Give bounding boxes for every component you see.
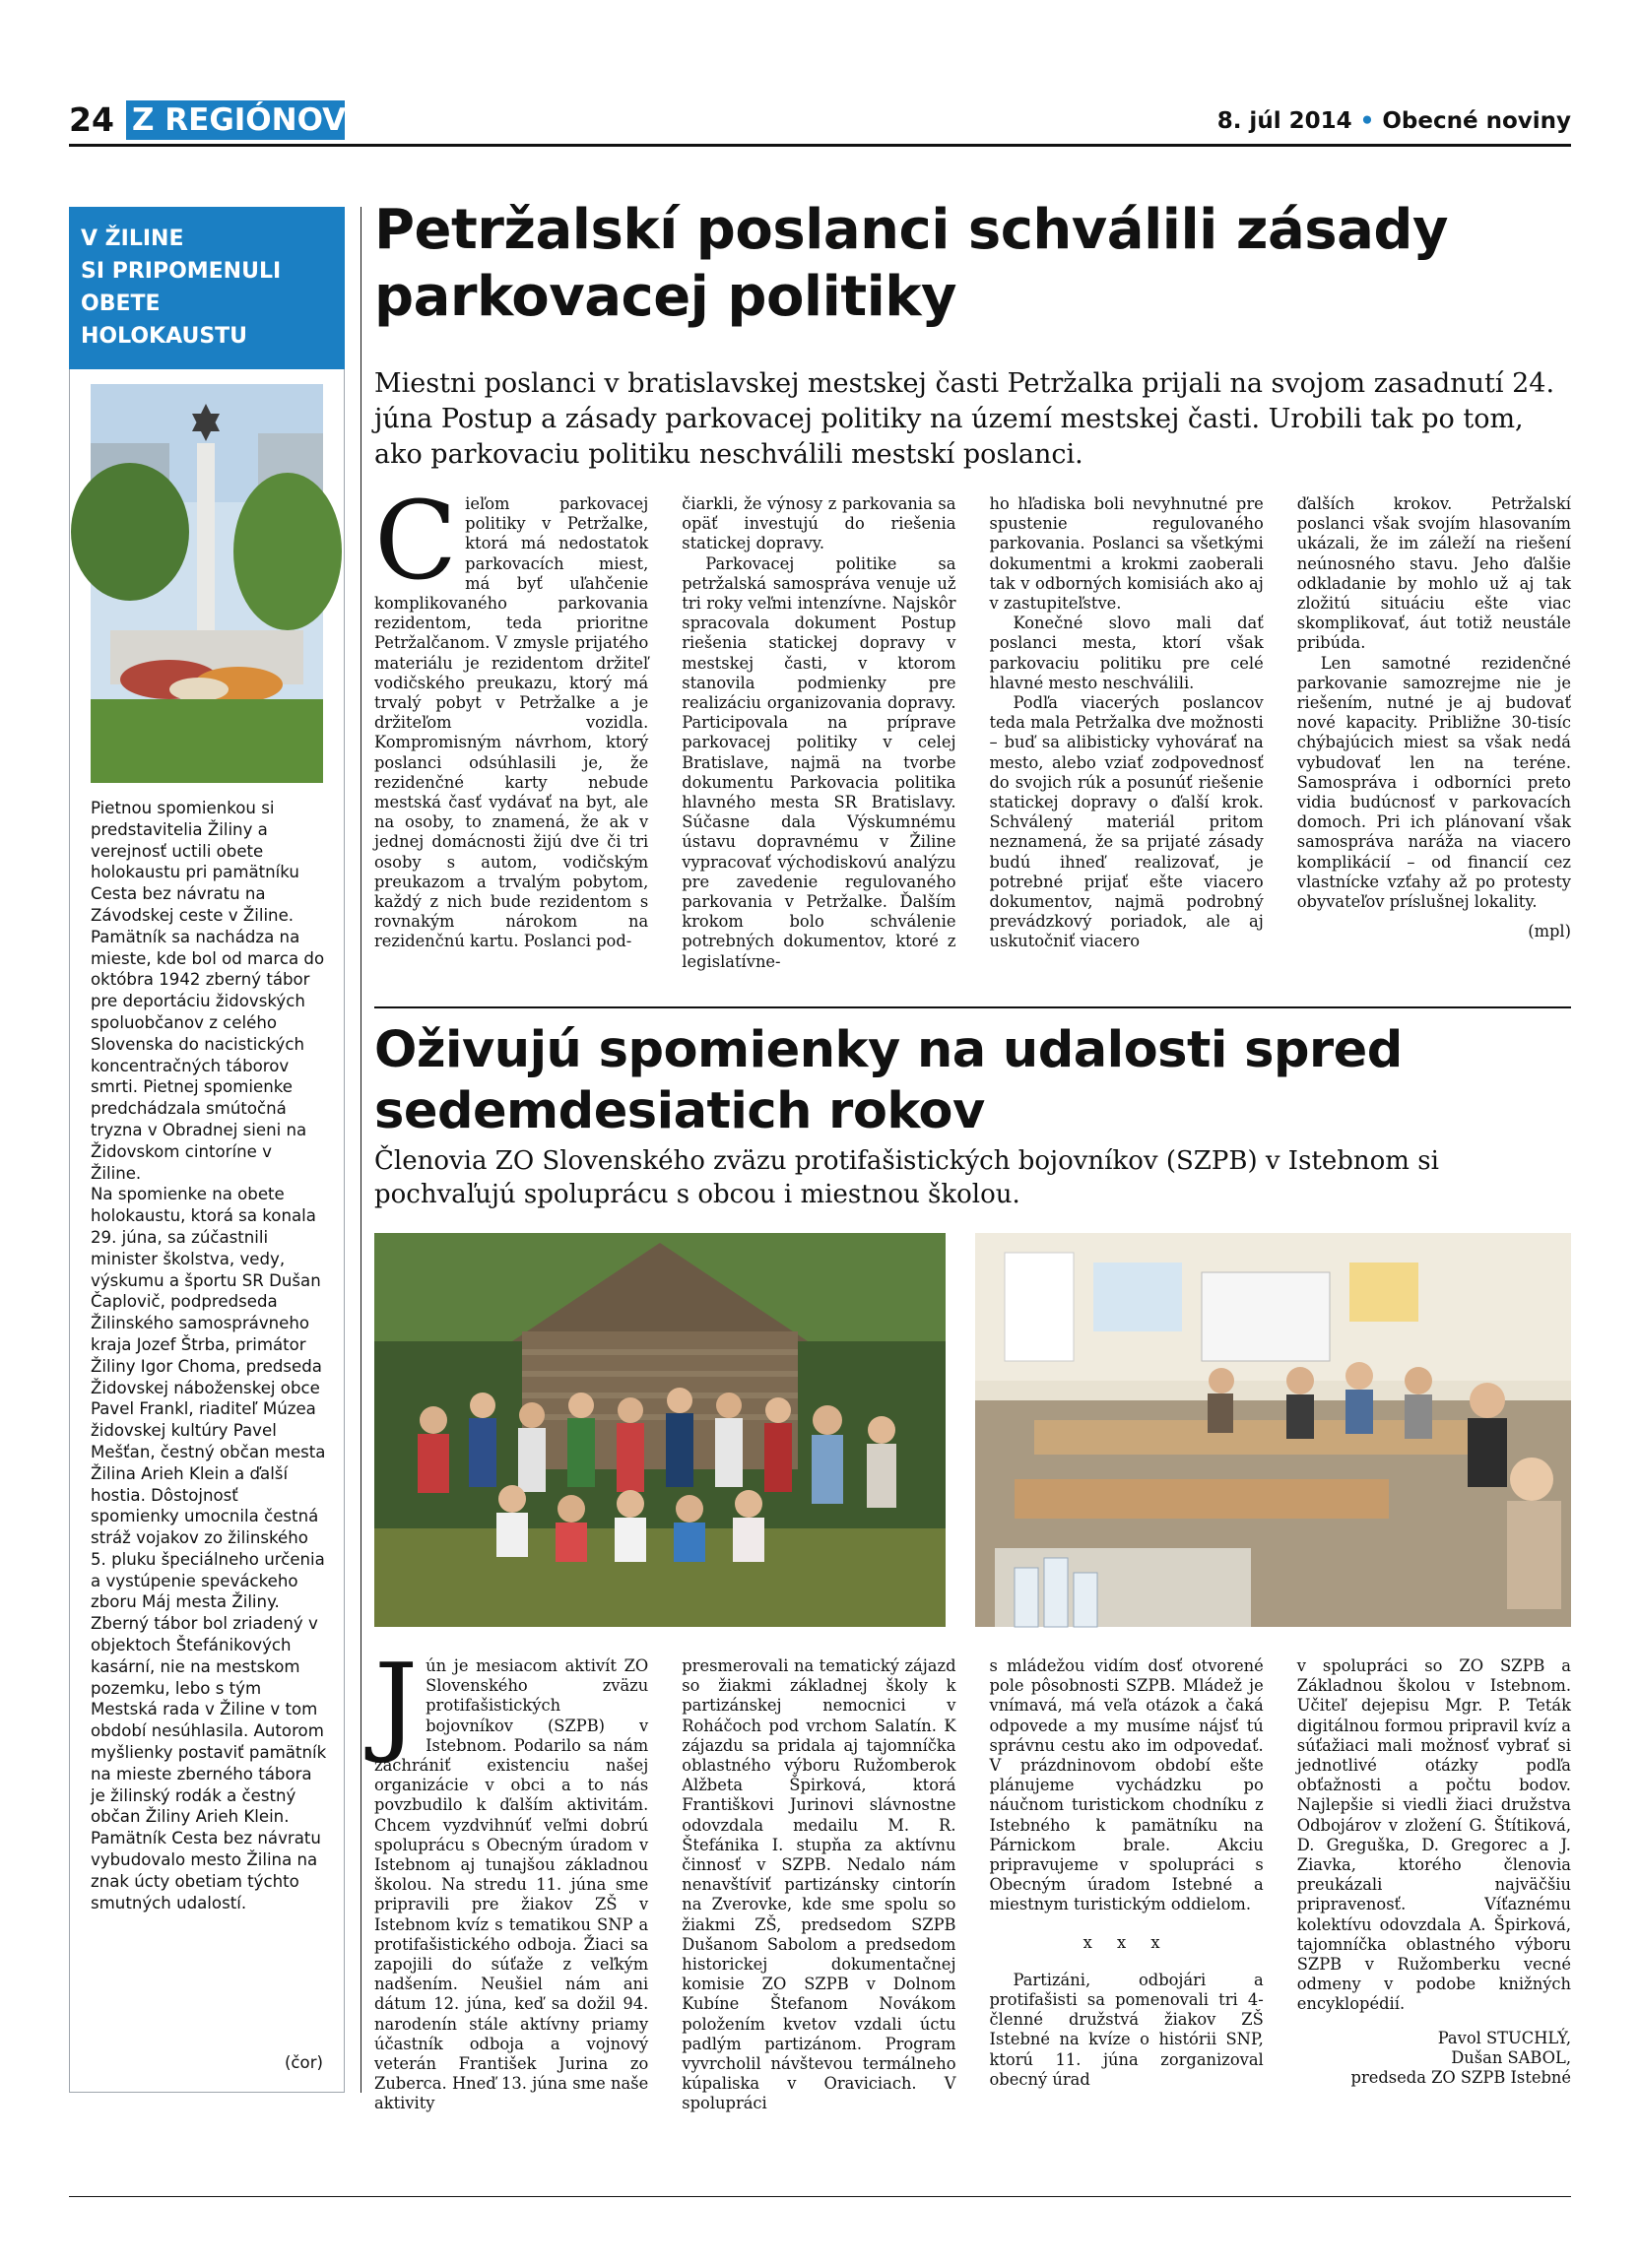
paragraph: Konečné slovo mali dať poslanci mesta, ktorí však parkovaciu politiku pre celé hlavné mesto neschválili. xyxy=(989,614,1264,692)
paragraph: Partizáni, odbojári a protifašisti sa pomenovali tri 4-členné družstvá žiakov ZŠ Istebné na kvíze o histórii SNP, ktorú 11. júna zorganizoval obecný úrad xyxy=(989,1970,1264,2089)
header-rule xyxy=(69,144,1571,147)
dateline-separator: • xyxy=(1359,108,1375,134)
article2-column xyxy=(374,1640,649,2113)
article2-column xyxy=(989,1656,1264,2089)
paragraph: presmerovali na tematický zájazd so žiakmi základnej školy k partizánskej nemocnici v Roháčoch pod vrchom Salatín. K zájazdu sa pridala aj tajomníčka oblastného výboru Ružomberok Alžbeta Špirková, ktorá Františkovi Jurinovi slávnostne odovzdala medailu M. R. Štefánika I. stupňa za aktívnu činnosť v SZPB. Nedalo nám nenavštíviť partizánsky cintorín na Zverovke, kde sme spolu so žiakmi ZŠ, predsedom SZPB Dušanom Sabolom a predsedom historickej dokumentačnej komisie ZO SZPB v Dolnom Kubíne Štefanom Novákom položením kvetov vzdali úctu padlým partizánom. Program vyvrcholil návštevou termálneho kúpaliska v Oraviciach. V spolupráci xyxy=(682,1656,956,2113)
footer-rule xyxy=(69,2196,1571,2197)
article1-title: Petržalskí poslanci schválili zásady parkovacej politiky xyxy=(374,198,1448,329)
sidebar-paragraph: Zberný tábor bol zriadený v objektoch Štefánikových kasární, nie na mestskom pozemku, lebo s tým Mestská rada v Žiline v tom období nesúhlasila. Autorom myšlienky postaviť pamätník na mieste zberného tábora je žilinský rodák a čestný občan Žiliny Arieh Klein. Pamätník Cesta bez návratu vybudovalo mesto Žilina na znak úcty obetiam týchto smutných udalostí. xyxy=(91,1614,327,1912)
page-number: 24 xyxy=(69,100,114,139)
sidebar-paragraph: Na spomienke na obete holokaustu, ktorá sa konala 29. júna, sa zúčastnili minister školstva, vedy, výskumu a športu SR Dušan Čaplovič, podpredseda Žilinského samosprávneho kraja Jozef Štrba, primátor Žiliny Igor Choma, predseda Židovskej náboženskej obce Pavel Frankl, riaditeľ Múzea židovskej kultúry Pavel Mešťan, čestný občan mesta Žilina Arieh Klein a ďalší hostia. Dôstojnosť spomienky umocnila čestná stráž vojakov zo žilinského 5. pluku špeciálneho určenia a vystúpenie speváckeho zboru Máj mesta Žiliny. xyxy=(91,1185,326,1612)
article2-signature xyxy=(1297,2029,1571,2089)
article-separator xyxy=(374,1006,1571,1008)
paragraph: v spolupráci so ZO SZPB a Základnou školou v Istebnom. Učiteľ dejepisu Mgr. P. Teták digitálnou formou pripravil kvíz a súťažiaci mali možnosť vybrať si jednotlivé otázky podľa obťažnosti a počtu bodov. Najlepšie si viedli žiaci družstva Odbojárov v zložení G. Štítiková, D. Greguška, D. Gregorec a J. Ziavka, ktorého členovia preukázali najväčšiu pripravenosť. Víťaznému kolektívu odovzdala A. Špirková, tajomníčka oblastného výboru SZPB v Ružomberku vecné odmeny v podobe knižných encyklopédií. xyxy=(1296,1656,1571,2014)
section-label: Z REGIÓNOV xyxy=(126,100,345,140)
group-photo-forest xyxy=(374,1233,946,1627)
sidebar-paragraph: Pietnou spomienkou si predstavitelia Žiliny a verejnosť uctili obete holokaustu pri pamätníku Cesta bez návratu na Závodskej ceste v Žiline. Pamätník sa nachádza na mieste, kde bol od marca do októbra 1942 zberný tábor pre deportáciu židovských spoluobčanov z celého Slovenska do nacistických koncentračných táborov smrti. Pietnej spomienke predchádzala smútočná tryzna v Obradnej sieni na Židovskom cintoríne v Žiline. xyxy=(91,799,325,1183)
article2-lead: Členovia ZO Slovenského zväzu protifašistických bojovníkov (SZPB) v Istebnom si pochvaľujú spoluprácu s obcou i miestnou školou. xyxy=(374,1146,1439,1209)
section-separator: x x x xyxy=(1082,1932,1170,1952)
sidebar-title-line: OBETE xyxy=(81,292,161,316)
dropcap: J xyxy=(374,1640,419,1766)
paragraph: ďalších krokov. Petržalskí poslanci však svojím hlasovaním ukázali, že im záleží na riešení neúnosného stavu. Jeho ďalšie odkladanie by mohlo už aj tak zložitú situáciu ešte viac skomplikovať, áut totiž neustále pribúda. xyxy=(1296,494,1571,653)
article1-column xyxy=(990,494,1264,992)
article1-column xyxy=(682,494,955,992)
paragraph: Parkovacej politike sa petržalská samospráva venuje už tri roky veľmi intenzívne. Najskôr spracovala dokument Postup riešenia statickej dopravy v mestskej časti, v ktorom stanovila podmienky pre realizáciu organizovania dopravy. Participovala na príprave parkovacej politiky v celej Bratislave, najmä na tvorbe dokumentu Parkovacia politika hlavného mesta SR Bratislavy. Súčasne dala Výskumnému ústavu dopravnému v Žiline vypracovať východiskovú analýzu pre zavedenie regulovaného parkovania v Petržalke. Ďalším krokom bolo schválenie potrebných dokumentov, ktoré z legislatívne- xyxy=(682,553,956,971)
article2-column xyxy=(1296,1656,1571,2088)
article1-column xyxy=(1297,494,1571,992)
paper-name: Obecné noviny xyxy=(1382,108,1571,134)
sidebar-title xyxy=(69,207,345,369)
signature-line: predseda ZO SZPB Istebné xyxy=(1350,2068,1571,2088)
dropcap: C xyxy=(374,478,458,604)
article1-body xyxy=(374,478,1571,992)
paragraph: ún je mesiacom aktivít ZO Slovenského zväzu protifašistických bojovníkov (SZPB) v Istebnom. Podarilo sa nám zachrániť existenciu našej organizácie v obci a to nás povzbudilo k ďalším aktivitám. Chcem vyzdvihnúť veľmi dobrú spoluprácu s Obecným úradom v Istebnom aj tunajšou základnou školou. Na stredu 11. júna sme pripravili pre žiakov ZŠ v Istebnom kvíz s tematikou SNP a protifašistického odboja. Žiaci sa zapojili do súťaže z veľkým nadšením. Neušiel nám ani dátum 12. júna, keď sa dožil 94. narodenín stále aktívny priamy účastník odboja a vojnový veterán František Jurina zo Zuberca. Hneď 13. júna sme naše aktivity xyxy=(374,1656,649,2113)
paragraph: Podľa viacerých poslancov teda mala Petržalka dve možnosti – buď sa alibisticky vyhovárať na mesto, alebo vziať zodpovednosť do svojich rúk a posunúť riešenie statickej dopravy o ďalší krok. Schválený materiál pritom neznamená, že sa prijaté zásady budú ihneď realizovať, je potrebné prijať ešte viacero dokumentov, najmä podrobný prevádzkový poriadok, ale aj uskutočniť viacero xyxy=(989,693,1264,951)
paragraph: čiarkli, že výnosy z parkovania sa opäť investujú do riešenia statickej dopravy. xyxy=(682,494,956,553)
article1-column xyxy=(374,478,649,992)
paragraph: Len samotné rezidenčné parkovanie samozrejme nie je riešením, nutné je aj budovať nové kapacity. Približne 30-tisíc chýbajúcich miest sa však nedá vybudovať len na teréne. Samospráva i odborníci preto vidia budúcnosť v parkovacích domoch. Pri ich plánovaní však samospráva naráža na viacero komplikácií – od financií cez vlastnícke vzťahy až po protesty obyvateľov príslušnej lokality. xyxy=(1296,653,1571,912)
sidebar-title-line: HOLOKAUSTU xyxy=(81,324,248,349)
paragraph: s mládežou vidím dosť otvorené pole pôsobnosti SZPB. Mládež je vnímavá, má veľa otázok a čaká odpovede a my musíme nájsť tú správnu cestu ako im odpovedať. V prázdninovom období ešte plánujeme vychádzku po náučnom turistickom chodníku z Istebného k pamätníku na Párnickom brale. Akciu pripravujeme v spolupráci s Obecným úradom Istebné a miestnym turistickým oddielom. xyxy=(989,1656,1264,1914)
signature-line: Pavol STUCHLÝ, xyxy=(1437,2028,1571,2047)
sidebar-body xyxy=(91,798,327,1913)
article1-signature: (mpl) xyxy=(1528,922,1571,941)
sidebar-signature: (čor) xyxy=(284,2053,323,2072)
article1-lead: Miestni poslanci v bratislavskej mestskej časti Petržalka prijali na svojom zasadnutí 24. júna Postup a zásady parkovacej politiky na území mestskej časti. Urobili tak po tom, ako parkovaciu politiku neschválili mestskí poslanci. xyxy=(374,368,1555,470)
issue-date: 8. júl 2014 xyxy=(1216,108,1352,134)
article2-title: Oživujú spomienky na udalosti spred sedemdesiatich rokov xyxy=(374,1021,1403,1140)
sidebar-title-line: V ŽILINE xyxy=(81,227,184,251)
classroom-photo xyxy=(975,1233,1571,1627)
sidebar-title-line: SI PRIPOMENULI xyxy=(81,259,282,284)
dateline xyxy=(1217,106,1571,136)
holocaust-memorial-photo xyxy=(91,384,323,783)
signature-line: Dušan SABOL, xyxy=(1451,2047,1571,2067)
article2-body xyxy=(374,1640,1571,2113)
paragraph: ho hľadiska boli nevyhnutné pre spustenie regulovaného parkovania. Poslanci sa všetkými dokumentmi a krokmi zaoberali tak v odborných komisiách ako aj v zastupiteľstve. xyxy=(989,494,1264,614)
paragraph: ieľom parkovacej politiky v Petržalke, ktorá má nedostatok parkovacích miest, má byť uľahčenie komplikovaného parkovania rezidentom, teda prioritne Petržalčanom. V zmysle prijatého materiálu je rezidentom držiteľ vodičského preukazu, ktorý má trvalý pobyt v Petržalke a je držiteľom vozidla. Kompromisným návrhom, ktorý poslanci odsúhlasili je, že rezidenčné karty nebude mestská časť vydávať na byt, ale na osoby, to znamená, že ak v jednej domácnosti žijú dve či tri osoby s autom, vodičským preukazom a trvalým pobytom, každý z nich bude rezidentom s rovnakým nárokom na rezidenčnú kartu. Poslanci pod- xyxy=(374,494,649,951)
article2-column xyxy=(682,1656,956,2113)
